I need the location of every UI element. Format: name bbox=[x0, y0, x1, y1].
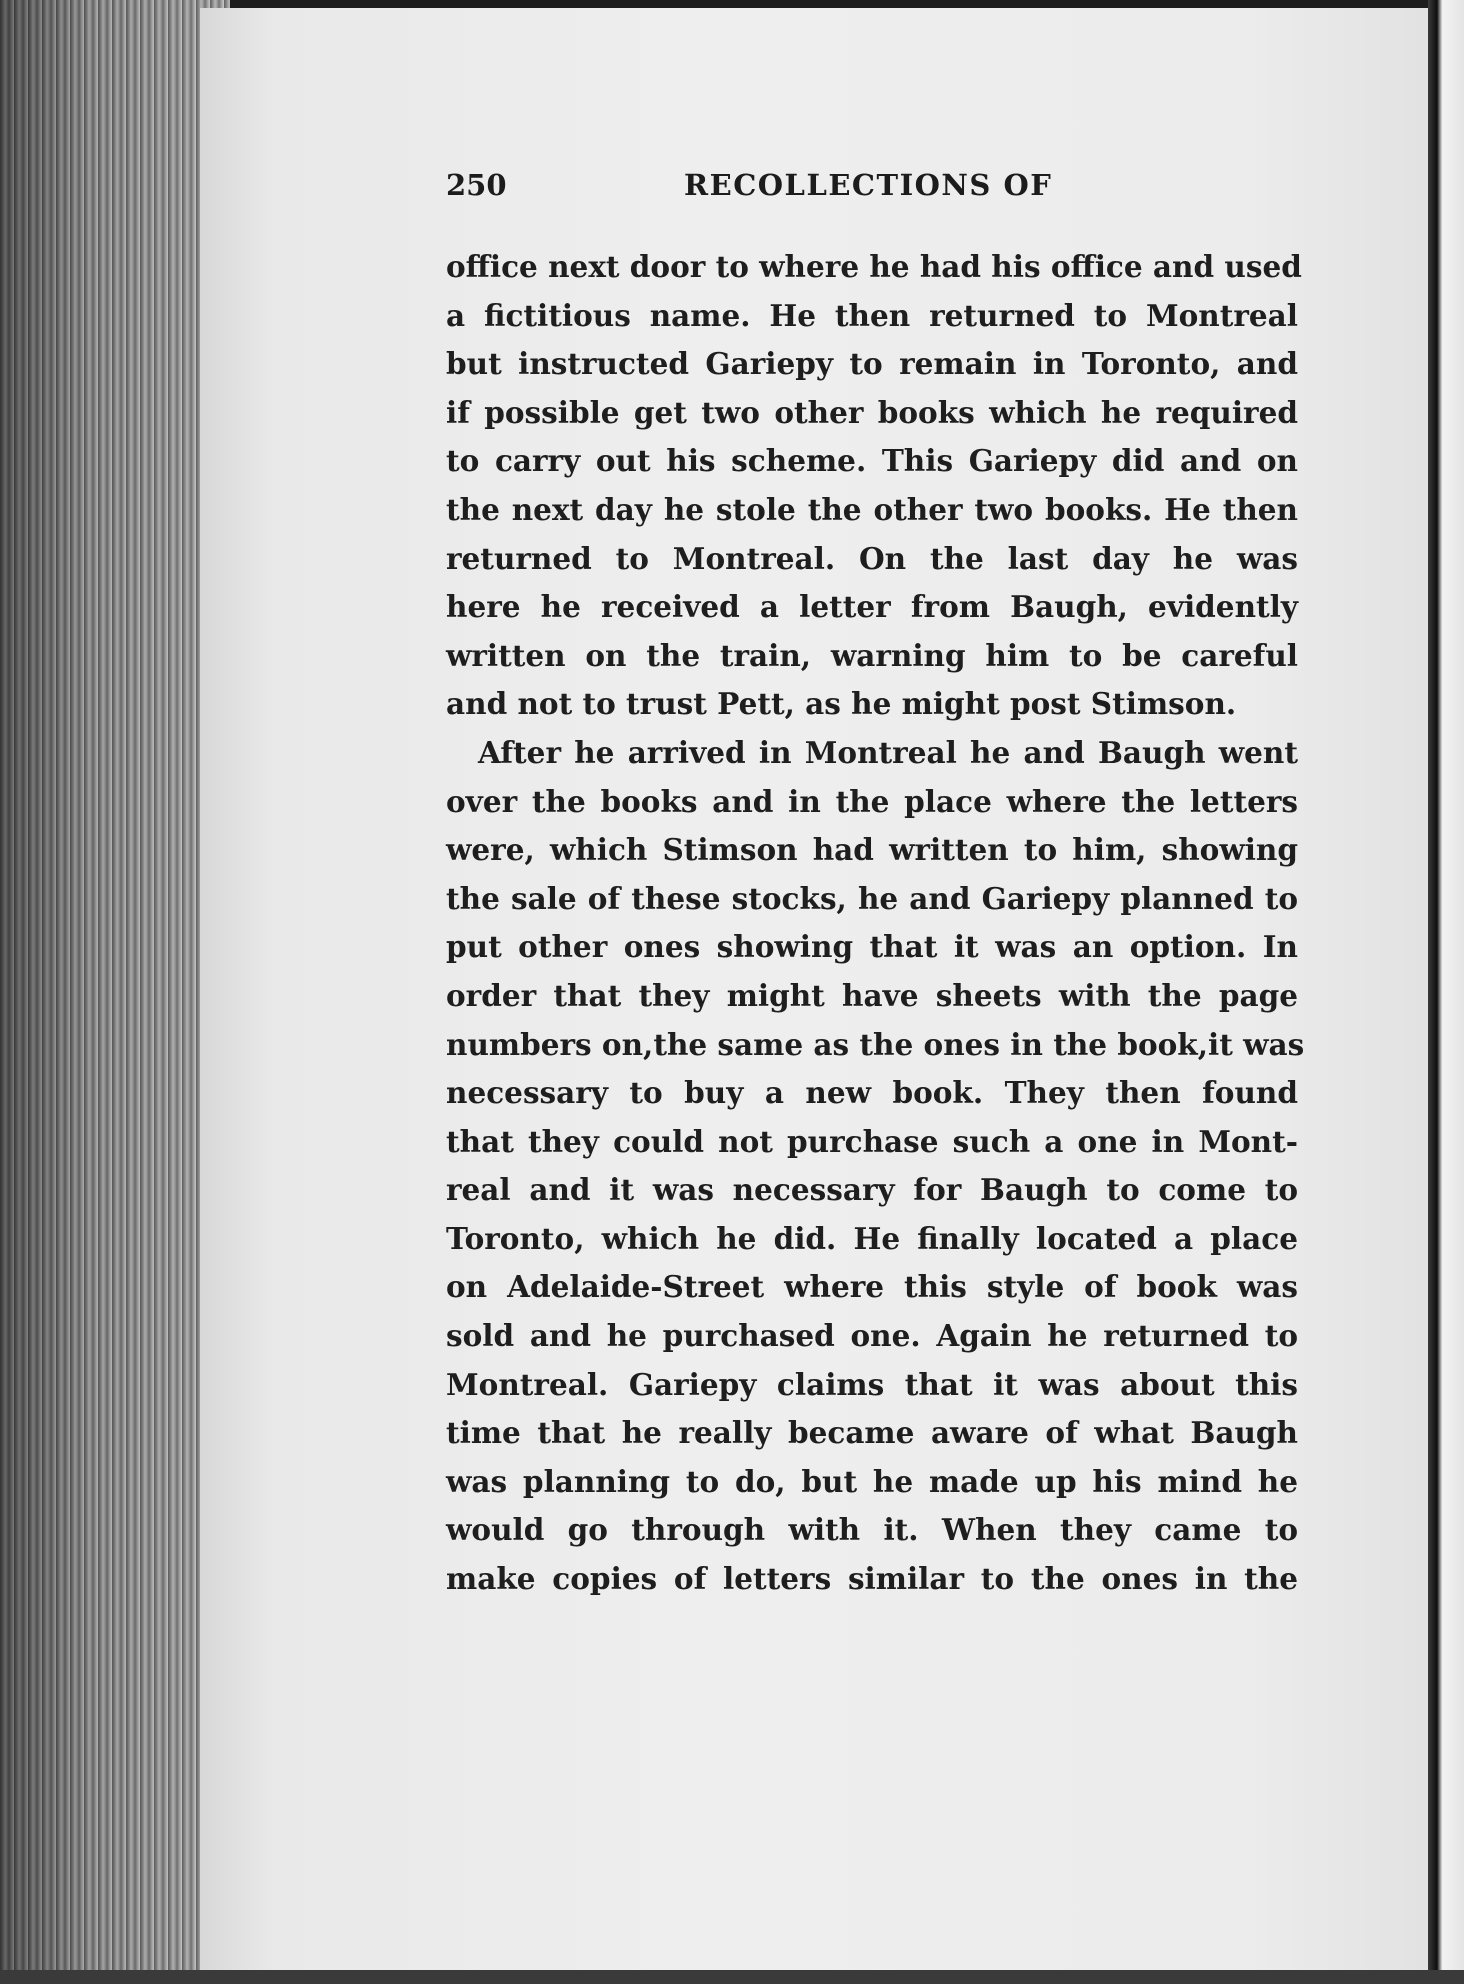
text-line: on Adelaide-Street where this style of book was bbox=[446, 1269, 1298, 1305]
text-line: put other ones showing that it was an option. In bbox=[446, 929, 1298, 965]
text-line: the sale of these stocks, he and Gariepy planned to bbox=[446, 880, 1298, 916]
page-header bbox=[446, 168, 1276, 218]
text-line: sold and he purchased one. Again he returned to bbox=[446, 1318, 1298, 1354]
text-line: if possible get two other books which he required bbox=[446, 394, 1298, 430]
text-line: Toronto, which he did. He finally located a place bbox=[446, 1220, 1298, 1256]
text-line: office next door to where he had his office and used bbox=[446, 249, 1302, 284]
text-line: Montreal. Gariepy claims that it was about this bbox=[446, 1366, 1298, 1402]
book-page-edges bbox=[0, 0, 230, 1984]
text-line: a fictitious name. He then returned to Montreal bbox=[446, 297, 1298, 333]
text-line: but instructed Gariepy to remain in Toronto, and bbox=[446, 346, 1298, 382]
text-line: returned to Montreal. On the last day he was bbox=[446, 540, 1298, 576]
text-line: were, which Stimson had written to him, showing bbox=[446, 832, 1298, 868]
text-line: time that he really became aware of what Baugh bbox=[446, 1415, 1298, 1451]
right-binding-edge bbox=[1428, 0, 1464, 1984]
text-line: that they could not purchase such a one in Mont- bbox=[446, 1123, 1298, 1159]
text-line: was planning to do, but he made up his mind he bbox=[446, 1463, 1298, 1499]
text-line: numbers on,the same as the ones in the book,it was bbox=[446, 1026, 1305, 1062]
page-number: 250 bbox=[446, 168, 507, 202]
running-head: RECOLLECTIONS OF bbox=[684, 168, 1053, 202]
text-line: over the books and in the place where the letters bbox=[446, 783, 1298, 819]
text-line: the next day he stole the other two books. He then bbox=[446, 491, 1298, 527]
text-line: necessary to buy a new book. They then found bbox=[446, 1075, 1298, 1111]
text-line: After he arrived in Montreal he and Baugh went bbox=[478, 734, 1298, 770]
body-text bbox=[446, 243, 1305, 1604]
paragraph-2 bbox=[446, 729, 1305, 1604]
text-line: real and it was necessary for Baugh to come to bbox=[446, 1172, 1298, 1208]
text-line: here he received a letter from Baugh, evidently bbox=[446, 589, 1298, 625]
text-line: to carry out his scheme. This Gariepy did and on bbox=[446, 443, 1298, 479]
text-line: order that they might have sheets with the page bbox=[446, 977, 1298, 1013]
bottom-scan-shadow bbox=[0, 1970, 1464, 1984]
text-line: written on the train, warning him to be careful bbox=[446, 637, 1298, 673]
text-line: and not to trust Pett, as he might post Stimson. bbox=[446, 686, 1237, 722]
paragraph-1 bbox=[446, 243, 1302, 729]
text-line: make copies of letters similar to the ones in the bbox=[446, 1561, 1298, 1597]
text-line: would go through with it. When they came to bbox=[446, 1512, 1298, 1548]
